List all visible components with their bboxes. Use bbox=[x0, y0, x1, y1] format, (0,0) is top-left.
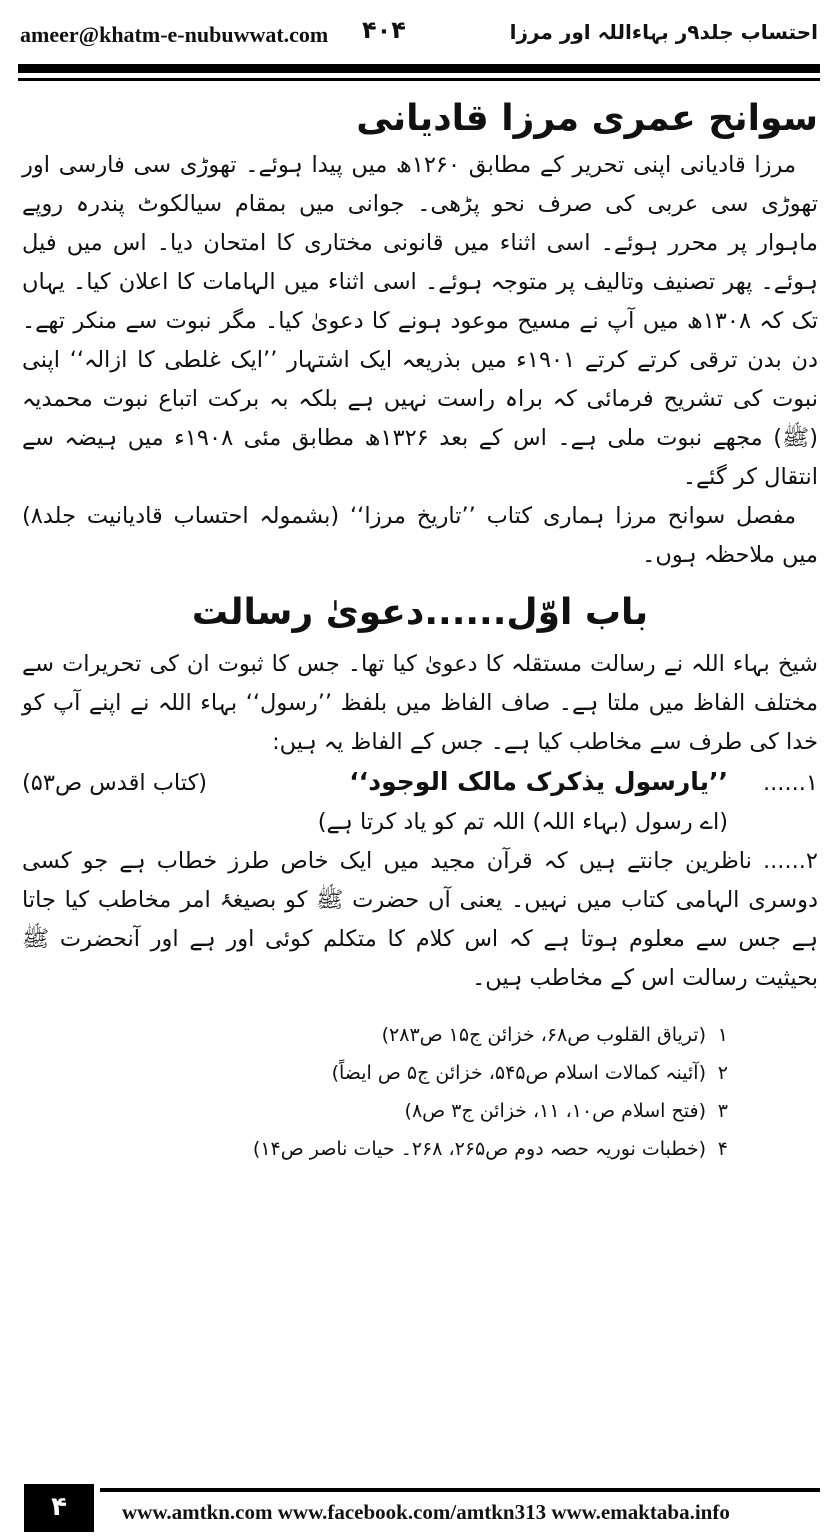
header-email: ameer@khatm-e-nubuwwat.com bbox=[20, 22, 329, 47]
footnote-mark: ۲ bbox=[717, 1062, 728, 1084]
quote-item-1 bbox=[22, 762, 818, 803]
page-header bbox=[0, 0, 840, 66]
page-number: ۴۰۴ bbox=[362, 16, 406, 44]
arabic-quote: ’’یارسول یذکرک مالک الوجود‘‘ bbox=[349, 767, 728, 796]
biography-paragraph: مرزا قادیانی اپنی تحریر کے مطابق ۱۲۶۰ھ میں پیدا ہوئے۔ تھوڑی سی فارسی اور تھوڑی سی عربی کی صرف نحو پڑھی۔ جوانی میں بمقام سیالکوٹ پندرہ روپے ماہوار پر محرر ہوئے۔ اسی اثناء میں قانونی مختاری کا امتحان دیا۔ اس میں فیل ہوئے۔ پھر تصنیف وتالیف پر متوجہ ہوئے۔ اسی اثناء میں الہامات کا اعلان کیا۔ یہاں تک کہ ۱۳۰۸ھ میں آپ نے مسیح موعود ہونے کا دعویٰ کیا۔ مگر نبوت سے منکر تھے۔ دن بدن ترقی کرتے کرتے ۱۹۰۱ء میں بذریعہ ایک اشتہار ’’ایک غلطی کا ازالہ‘‘ اپنی نبوت کی تشریح فرمائی کہ براہ راست نہیں ہے بلکہ بہ برکت اتباع نبوت محمدیہ (ﷺ) مجھے نبوت ملی ہے۔ اس کے بعد ۱۳۲۶ھ مطابق مئی ۱۹۰۸ء میں ہیضہ سے انتقال کر گئے۔ bbox=[22, 152, 818, 490]
footnote bbox=[22, 1092, 728, 1130]
chapter-title: باب اوّل......دعویٰ رسالت bbox=[191, 592, 649, 633]
section-title-biography: سوانح عمری مرزا قادیانی bbox=[356, 98, 818, 139]
footer-rule bbox=[100, 1488, 820, 1492]
footer-page-marker: ۴ bbox=[24, 1484, 94, 1532]
footnotes bbox=[22, 1016, 818, 1168]
page-body bbox=[22, 92, 818, 1168]
footnote-text: (تریاق القلوب ص۶۸، خزائن ج۱۵ ص۲۸۳) bbox=[381, 1024, 706, 1046]
footnote-mark: ۴ bbox=[717, 1138, 728, 1160]
footer-urls: www.amtkn.com www.facebook.com/amtkn313 www.emaktaba.info bbox=[122, 1500, 730, 1524]
header-rule-thick bbox=[18, 64, 820, 73]
quote-reference: (کتاب اقدس ص۵۳) bbox=[22, 770, 208, 796]
footnote-text: (خطبات نوریہ حصہ دوم ص۲۶۵، ۲۶۸۔ حیات ناصر ص۱۴) bbox=[252, 1138, 706, 1160]
footnote-text: (فتح اسلام ص۱۰، ۱۱، خزائن ج۳ ص۸) bbox=[404, 1100, 706, 1122]
reference-paragraph: مفصل سوانح مرزا ہماری کتاب ’’تاریخ مرزا‘‘ (بشمولہ احتساب قادیانیت جلد۸) میں ملاحظہ ہوں۔ bbox=[22, 503, 818, 568]
footnote-mark: ۳ bbox=[717, 1100, 728, 1122]
footnote bbox=[22, 1130, 728, 1168]
header-rule-thin bbox=[18, 78, 820, 81]
quote-translation: (اے رسول (بہاء اللہ) اللہ تم کو یاد کرتا ہے) bbox=[317, 809, 728, 835]
page-footer bbox=[0, 1488, 840, 1540]
footnote bbox=[22, 1016, 728, 1054]
quote-item-2: ۲...... ناظرین جانتے ہیں کہ قرآن مجید میں ایک خاص طرز خطاب ہے جو کسی دوسری الہامی کتاب میں نہیں۔ یعنی آں حضرت ﷺ کو بصیغۂ امر مخاطب کیا جاتا ہے جس سے معلوم ہوتا ہے کہ اس کلام کا متکلم کوئی اور ہے اور آنحضرت ﷺ بحیثیت رسالت اس کے مخاطب ہیں۔ bbox=[22, 848, 818, 991]
running-title: احتساب جلد۹ر بہاءاللہ اور مرزا bbox=[509, 20, 818, 44]
footnote bbox=[22, 1054, 728, 1092]
footnote-text: (آئینہ کمالات اسلام ص۵۴۵، خزائن ج۵ ص ایضاً) bbox=[331, 1062, 706, 1084]
footnote-mark: ۱ bbox=[717, 1024, 728, 1046]
chapter-intro: شیخ بہاء اللہ نے رسالت مستقلہ کا دعویٰ کیا تھا۔ جس کا ثبوت ان کی تحریرات سے مختلف الفاظ میں ملتا ہے۔ صاف الفاظ میں بلفظ ’’رسول‘‘ بہاء اللہ نے اپنے آپ کو خدا کی طرف سے مخاطب کیا ہے۔ جس کے الفاظ یہ ہیں: bbox=[22, 651, 818, 755]
item-number: ۱...... bbox=[762, 770, 818, 796]
